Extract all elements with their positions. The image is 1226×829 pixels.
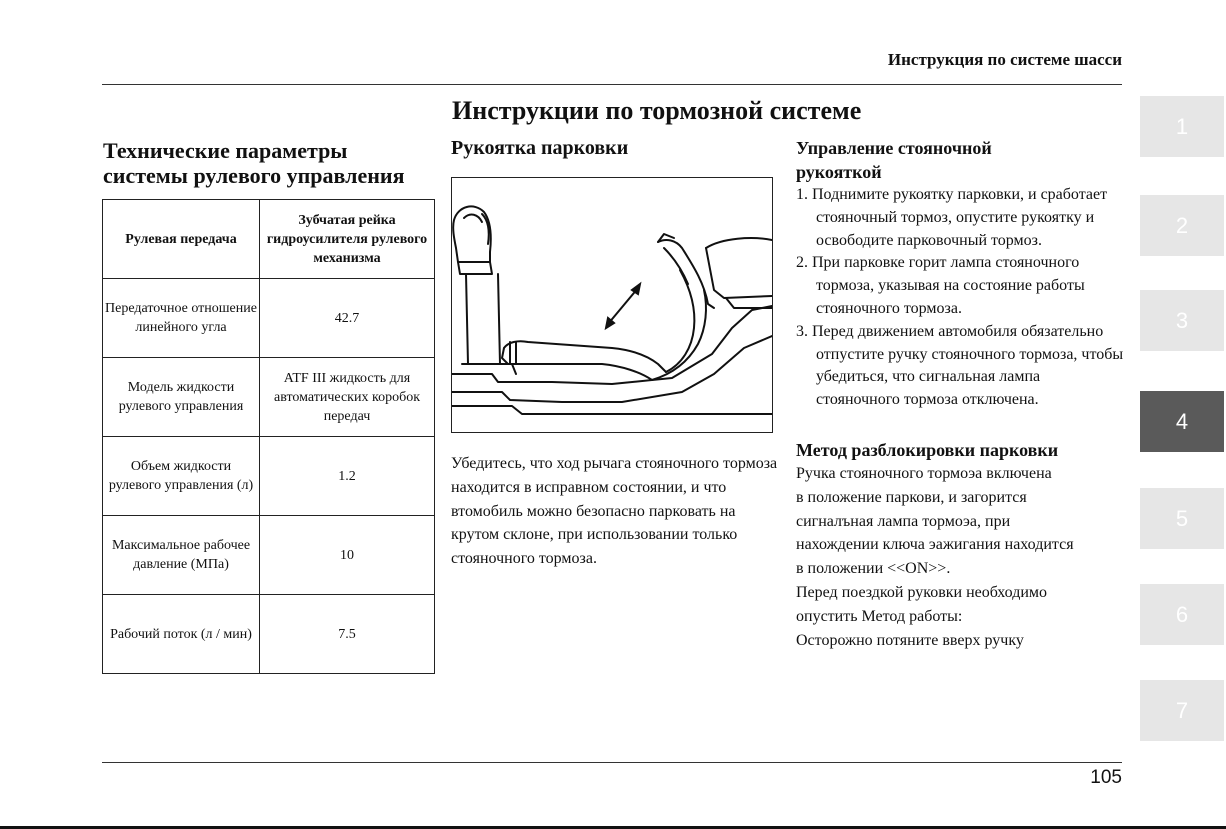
table-cell-value: 42.7 — [260, 279, 435, 358]
table-row — [103, 358, 435, 437]
list-item: 1. Поднимите рукоятку парковки, и сработает стояночный тормоз, опустите рукоятку и освободите парковочный тормоз. — [796, 186, 1108, 249]
list-item: 2. При парковке горит лампа стояночного тормоза, указывая на состояние работы стояночного тормоза. — [796, 254, 1085, 317]
table-row — [103, 595, 435, 674]
table-cell-param: Рабочий поток (л / мин) — [103, 595, 260, 674]
parking-handle-text: Убедитесь, что ход рычага стояночного тормоза находится в исправном состоянии, и что втомобиль можно безопасно парковать на крутом склоне, при использовании только стояночного тормоза. — [451, 455, 778, 568]
table-cell-value: 10 — [260, 516, 435, 595]
table-header-cell: Рулевая передача — [103, 200, 260, 279]
table-cell-param: Объем жидкости рулевого управления (л) — [103, 437, 260, 516]
handle-control-heading-line2: рукояткой — [796, 162, 882, 182]
right-column — [796, 136, 1126, 652]
chapter-tab-6[interactable]: 6 — [1140, 584, 1224, 645]
table-row — [103, 279, 435, 358]
table-cell-param: Максимальное рабочее давление (МПа) — [103, 516, 260, 595]
footer-rule — [102, 762, 1122, 763]
steering-spec-table — [102, 199, 435, 674]
header-rule — [102, 84, 1122, 85]
chapter-tab-1[interactable]: 1 — [1140, 96, 1224, 157]
parking-brake-illustration — [451, 177, 773, 433]
table-cell-value: 7.5 — [260, 595, 435, 674]
chapter-tab-3[interactable]: 3 — [1140, 290, 1224, 351]
parking-handle-heading: Рукоятка парковки — [451, 137, 629, 159]
steering-spec-heading-line1: Технические параметры — [103, 138, 348, 163]
steering-spec-heading — [103, 138, 404, 188]
steering-spec-heading-line2: системы рулевого управления — [103, 163, 405, 188]
table-cell-param: Передаточное отношение линейного угла — [103, 279, 260, 358]
unlock-method-heading: Метод разблокировки парковки — [796, 439, 1059, 460]
unlock-method-text: Ручка стояночного тормоэа включена в положение паркови, и загорится сигналъная лампа тормоэа, при нахождении ключа эажигания находится в положении <<ON>>. Перед поездкой руковки необходимо опустить Метод работы: Осторожно потяните вверх ручку — [796, 464, 1074, 649]
chapter-tab-2[interactable]: 2 — [1140, 195, 1224, 256]
table-cell-value: 1.2 — [260, 437, 435, 516]
handle-control-heading — [796, 136, 1126, 184]
table-row — [103, 516, 435, 595]
table-cell-value: ATF III жидкость для автоматических коробок передач — [260, 358, 435, 437]
table-header-cell: Зубчатая рейка гидроусилителя рулевого механизма — [260, 200, 435, 279]
chapter-tab-7[interactable]: 7 — [1140, 680, 1224, 741]
chapter-tab-4[interactable]: 4 — [1140, 391, 1224, 452]
list-item: 3. Перед движением автомобиля обязательно отпустите ручку стояночного тормоза, чтобы убедиться, что сигнальная лампа стояночного тормоза отключена. — [796, 322, 1124, 409]
table-header-row — [103, 200, 435, 279]
running-header: Инструкция по системе шасси — [887, 50, 1122, 69]
handle-control-heading-line1: Управление стояночной — [796, 138, 992, 158]
table-row — [103, 437, 435, 516]
section-title: Инструкции по тормозной системе — [452, 96, 862, 125]
chapter-tab-5[interactable]: 5 — [1140, 488, 1224, 549]
page-number: 105 — [1090, 767, 1122, 788]
handle-control-list — [796, 184, 1126, 412]
table-cell-param: Модель жидкости рулевого управления — [103, 358, 260, 437]
parking-brake-drawing — [452, 178, 772, 432]
